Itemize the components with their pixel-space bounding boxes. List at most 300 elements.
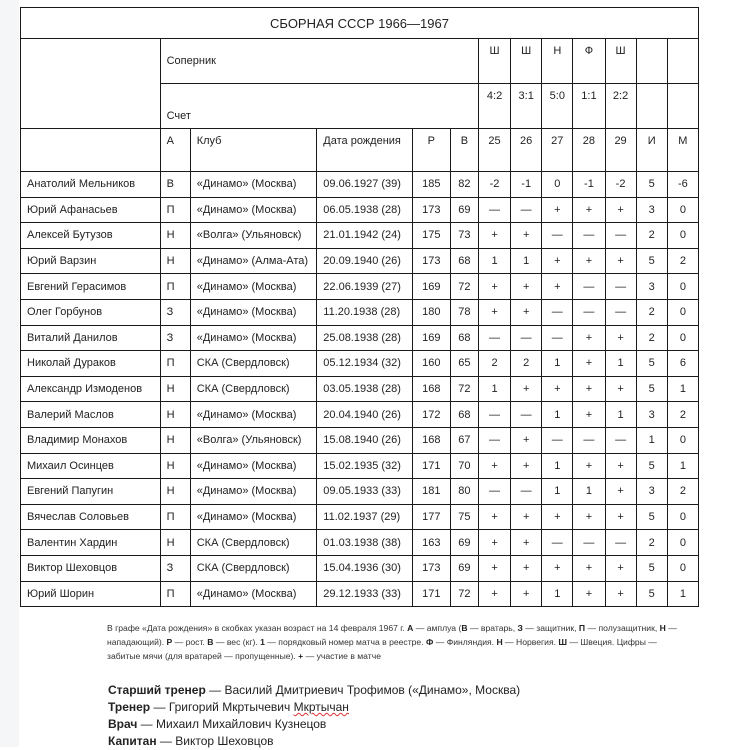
column-header-blank: [21, 129, 161, 172]
note-text: — амплуа (: [413, 623, 462, 633]
table-row: [21, 453, 699, 479]
player-name: Евгений Папугин: [21, 479, 161, 505]
player-goals: 1: [667, 453, 698, 479]
player-goals: 0: [667, 223, 698, 249]
player-birth: 20.04.1940 (26): [317, 402, 412, 428]
match-26: -1: [511, 172, 542, 198]
match-29: +: [605, 479, 636, 505]
player-name: Алексей Бутузов: [21, 223, 161, 249]
match-28: —: [573, 223, 605, 249]
player-goals: 2: [667, 248, 698, 274]
match-25: —: [478, 325, 510, 351]
player-role: Н: [160, 223, 190, 249]
match-27: 1: [542, 402, 573, 428]
note-text: — полузащитник,: [585, 623, 660, 633]
player-weight: 68: [450, 248, 478, 274]
column-header-match-29: 29: [605, 129, 636, 172]
player-height: 168: [412, 427, 450, 453]
player-games: 2: [636, 530, 667, 556]
match-27: +: [542, 555, 573, 581]
player-role: З: [160, 555, 190, 581]
player-weight: 75: [450, 504, 478, 530]
player-birth: 06.05.1938 (28): [317, 197, 412, 223]
column-header-games: И: [636, 129, 667, 172]
player-birth: 05.12.1934 (32): [317, 351, 412, 377]
match-27: —: [542, 299, 573, 325]
player-height: 181: [412, 479, 450, 505]
player-birth: 09.05.1933 (33): [317, 479, 412, 505]
left-margin-strip: [0, 0, 19, 747]
player-games: 3: [636, 197, 667, 223]
player-weight: 69: [450, 530, 478, 556]
match-25: —: [478, 479, 510, 505]
staff-separator: —: [150, 700, 169, 714]
player-weight: 68: [450, 325, 478, 351]
player-role: П: [160, 581, 190, 607]
player-club: СКА (Свердловск): [190, 530, 317, 556]
score-label: Счет: [160, 84, 478, 129]
player-weight: 78: [450, 299, 478, 325]
player-role: Н: [160, 479, 190, 505]
note-key: В: [461, 623, 468, 633]
player-goals: 0: [667, 427, 698, 453]
table-footnote: [107, 621, 687, 663]
table-title: СБОРНАЯ СССР 1966—1967: [21, 8, 699, 39]
match-26: +: [511, 530, 542, 556]
match-26: +: [511, 223, 542, 249]
match-29: +: [605, 376, 636, 402]
match-28: +: [573, 504, 605, 530]
player-height: 177: [412, 504, 450, 530]
note-text: — участие в матче: [303, 651, 381, 661]
match-26: +: [511, 274, 542, 300]
match-25: +: [478, 453, 510, 479]
match-26: +: [511, 376, 542, 402]
staff-separator: —: [156, 734, 176, 748]
note-text: — Швеция. Цифры — забитые мячи (для вратарей — пропущенные).: [107, 637, 657, 661]
match-26: +: [511, 555, 542, 581]
match-29: —: [605, 530, 636, 556]
staff-separator: —: [137, 717, 157, 731]
match-26: —: [511, 197, 542, 223]
player-club: «Динамо» (Москва): [190, 299, 317, 325]
match-28: —: [573, 274, 605, 300]
match-27: —: [542, 530, 573, 556]
match-27: 1: [542, 453, 573, 479]
player-height: 180: [412, 299, 450, 325]
player-birth: 22.06.1939 (27): [317, 274, 412, 300]
player-games: 3: [636, 274, 667, 300]
match-27: 1: [542, 581, 573, 607]
column-header-match-25: 25: [478, 129, 510, 172]
note-text: — защитник,: [522, 623, 579, 633]
match-25: 2: [478, 351, 510, 377]
match-29: +: [605, 248, 636, 274]
player-goals: 2: [667, 402, 698, 428]
column-header-club: Клуб: [190, 129, 317, 172]
staff-name: Григорий Мкртычевич: [168, 700, 294, 714]
note-key: 1: [260, 637, 265, 647]
table-row: [21, 172, 699, 198]
note-text: В графе «Дата рождения» в скобках указан возраст на 14 февраля 1967 г.: [107, 623, 408, 633]
player-weight: 70: [450, 453, 478, 479]
player-name: Михаил Осинцев: [21, 453, 161, 479]
player-weight: 72: [450, 581, 478, 607]
table-row: [21, 325, 699, 351]
player-weight: 73: [450, 223, 478, 249]
player-games: 2: [636, 223, 667, 249]
player-club: «Динамо» (Москва): [190, 504, 317, 530]
player-role: Н: [160, 530, 190, 556]
player-games: 3: [636, 402, 667, 428]
match-26: +: [511, 427, 542, 453]
match-25: —: [478, 197, 510, 223]
match-26: 2: [511, 351, 542, 377]
staff-name-spellcheck: Мкртычан: [293, 700, 349, 714]
match-29: —: [605, 223, 636, 249]
note-key: З: [517, 623, 523, 633]
player-role: Н: [160, 402, 190, 428]
match-28: +: [573, 453, 605, 479]
match-25: -2: [478, 172, 510, 198]
opponent-25: Ш: [478, 39, 510, 84]
match-28: +: [573, 581, 605, 607]
player-role: Н: [160, 453, 190, 479]
match-27: 0: [542, 172, 573, 198]
player-height: 171: [412, 581, 450, 607]
match-26: —: [511, 479, 542, 505]
match-28: +: [573, 248, 605, 274]
opponent-27: Н: [542, 39, 573, 84]
player-club: «Динамо» (Москва): [190, 274, 317, 300]
player-name: Николай Дураков: [21, 351, 161, 377]
staff-doctor: [108, 716, 520, 733]
player-goals: 0: [667, 504, 698, 530]
player-birth: 15.02.1935 (32): [317, 453, 412, 479]
table-row: [21, 223, 699, 249]
table-row: [21, 351, 699, 377]
match-27: +: [542, 197, 573, 223]
player-name: Олег Горбунов: [21, 299, 161, 325]
player-birth: 11.02.1937 (29): [317, 504, 412, 530]
player-weight: 65: [450, 351, 478, 377]
note-text: — рост.: [172, 637, 208, 647]
column-header-height: Р: [412, 129, 450, 172]
match-29: +: [605, 197, 636, 223]
table-row: [21, 479, 699, 505]
match-27: —: [542, 223, 573, 249]
player-name: Вячеслав Соловьев: [21, 504, 161, 530]
match-25: +: [478, 223, 510, 249]
score-blank-goals: [667, 84, 698, 129]
match-29: -2: [605, 172, 636, 198]
match-28: -1: [573, 172, 605, 198]
player-club: «Динамо» (Москва): [190, 197, 317, 223]
player-goals: 2: [667, 479, 698, 505]
player-role: В: [160, 172, 190, 198]
player-height: 175: [412, 223, 450, 249]
player-club: «Динамо» (Алма-Ата): [190, 248, 317, 274]
match-28: —: [573, 530, 605, 556]
note-key: Н: [496, 637, 503, 647]
player-name: Виктор Шеховцов: [21, 555, 161, 581]
player-games: 5: [636, 555, 667, 581]
player-name: Александр Измоденов: [21, 376, 161, 402]
player-club: СКА (Свердловск): [190, 351, 317, 377]
match-25: —: [478, 402, 510, 428]
match-26: +: [511, 453, 542, 479]
match-25: +: [478, 274, 510, 300]
staff-list: [108, 682, 520, 750]
player-birth: 20.09.1940 (26): [317, 248, 412, 274]
match-29: 1: [605, 351, 636, 377]
player-height: 169: [412, 325, 450, 351]
column-header-match-27: 27: [542, 129, 573, 172]
staff-head-coach: [108, 682, 520, 699]
staff-separator: —: [205, 683, 225, 697]
match-26: +: [511, 504, 542, 530]
note-text: — нападающий).: [107, 623, 677, 647]
player-height: 172: [412, 402, 450, 428]
match-29: —: [605, 299, 636, 325]
player-role: Н: [160, 376, 190, 402]
score-blank-games: [636, 84, 667, 129]
note-key: Ш: [558, 637, 568, 647]
document-page: [19, 0, 730, 747]
player-games: 5: [636, 504, 667, 530]
match-29: +: [605, 325, 636, 351]
staff-coach: [108, 699, 520, 716]
note-key: Р: [166, 637, 173, 647]
player-height: 173: [412, 197, 450, 223]
match-26: 1: [511, 248, 542, 274]
player-club: «Волга» (Ульяновск): [190, 223, 317, 249]
note-text: — вес (кг).: [213, 637, 261, 647]
staff-name: Михаил Михайлович Кузнецов: [156, 717, 327, 731]
player-games: 5: [636, 376, 667, 402]
table-row: [21, 581, 699, 607]
match-25: —: [478, 427, 510, 453]
table-row: [21, 248, 699, 274]
match-27: —: [542, 427, 573, 453]
player-club: «Динамо» (Москва): [190, 325, 317, 351]
opponent-28: Ф: [573, 39, 605, 84]
opponent-blank-games: [636, 39, 667, 84]
player-games: 5: [636, 172, 667, 198]
column-header-role: А: [160, 129, 190, 172]
note-key: Н: [659, 623, 666, 633]
table-row: [21, 555, 699, 581]
note-key: +: [298, 651, 304, 661]
player-role: З: [160, 299, 190, 325]
player-goals: 0: [667, 197, 698, 223]
score-26: 3:1: [511, 84, 542, 129]
match-29: —: [605, 427, 636, 453]
match-28: +: [573, 402, 605, 428]
note-key: А: [407, 623, 414, 633]
player-birth: 21.01.1942 (24): [317, 223, 412, 249]
player-club: «Динамо» (Москва): [190, 581, 317, 607]
staff-role: Капитан: [108, 734, 157, 748]
player-goals: 0: [667, 530, 698, 556]
note-text: — вратарь,: [467, 623, 518, 633]
player-name: Юрий Афанасьев: [21, 197, 161, 223]
player-club: «Динамо» (Москва): [190, 479, 317, 505]
note-key: Ф: [425, 637, 434, 647]
match-29: —: [605, 274, 636, 300]
score-25: 4:2: [478, 84, 510, 129]
player-name: Валерий Маслов: [21, 402, 161, 428]
roster-table: [20, 7, 699, 607]
note-text: — Норвегия.: [502, 637, 559, 647]
player-club: СКА (Свердловск): [190, 555, 317, 581]
table-row: [21, 274, 699, 300]
player-goals: 0: [667, 555, 698, 581]
player-height: 173: [412, 248, 450, 274]
player-birth: 03.05.1938 (28): [317, 376, 412, 402]
match-25: +: [478, 504, 510, 530]
player-weight: 72: [450, 274, 478, 300]
match-29: +: [605, 581, 636, 607]
player-weight: 82: [450, 172, 478, 198]
match-28: +: [573, 325, 605, 351]
player-goals: 1: [667, 581, 698, 607]
player-name: Евгений Герасимов: [21, 274, 161, 300]
player-role: Н: [160, 248, 190, 274]
player-birth: 11.20.1938 (28): [317, 299, 412, 325]
match-29: +: [605, 504, 636, 530]
player-weight: 72: [450, 376, 478, 402]
match-29: +: [605, 453, 636, 479]
player-name: Виталий Данилов: [21, 325, 161, 351]
match-28: —: [573, 427, 605, 453]
note-key: В: [207, 637, 214, 647]
table-row: [21, 402, 699, 428]
player-birth: 01.03.1938 (38): [317, 530, 412, 556]
opponent-label: Соперник: [160, 39, 478, 84]
opponent-26: Ш: [511, 39, 542, 84]
player-club: «Динамо» (Москва): [190, 172, 317, 198]
note-text: — Финляндия.: [433, 637, 497, 647]
match-28: +: [573, 555, 605, 581]
column-header-match-28: 28: [573, 129, 605, 172]
player-name: Юрий Шорин: [21, 581, 161, 607]
match-25: +: [478, 530, 510, 556]
player-goals: 6: [667, 351, 698, 377]
table-row: [21, 299, 699, 325]
match-27: +: [542, 248, 573, 274]
player-games: 5: [636, 248, 667, 274]
player-goals: 0: [667, 274, 698, 300]
match-27: 1: [542, 479, 573, 505]
column-header-birth: Дата рождения: [317, 129, 412, 172]
player-height: 185: [412, 172, 450, 198]
column-header-match-26: 26: [511, 129, 542, 172]
player-club: «Динамо» (Москва): [190, 453, 317, 479]
match-28: +: [573, 351, 605, 377]
players-body: [21, 172, 699, 607]
player-goals: 1: [667, 376, 698, 402]
player-weight: 69: [450, 197, 478, 223]
player-games: 2: [636, 299, 667, 325]
player-club: «Волга» (Ульяновск): [190, 427, 317, 453]
opponent-29: Ш: [605, 39, 636, 84]
player-goals: -6: [667, 172, 698, 198]
player-height: 163: [412, 530, 450, 556]
match-27: —: [542, 325, 573, 351]
player-birth: 25.08.1938 (28): [317, 325, 412, 351]
table-row: [21, 504, 699, 530]
match-25: 1: [478, 376, 510, 402]
player-birth: 15.08.1940 (26): [317, 427, 412, 453]
player-name: Владимир Монахов: [21, 427, 161, 453]
player-height: 160: [412, 351, 450, 377]
opponent-blank-goals: [667, 39, 698, 84]
note-text: — порядковый номер матча в реестре.: [264, 637, 426, 647]
player-games: 1: [636, 427, 667, 453]
player-club: СКА (Свердловск): [190, 376, 317, 402]
player-role: П: [160, 197, 190, 223]
score-28: 1:1: [573, 84, 605, 129]
player-height: 169: [412, 274, 450, 300]
player-goals: 0: [667, 325, 698, 351]
table-row: [21, 376, 699, 402]
score-27: 5:0: [542, 84, 573, 129]
player-name: Юрий Варзин: [21, 248, 161, 274]
player-games: 2: [636, 325, 667, 351]
match-28: —: [573, 299, 605, 325]
player-role: П: [160, 351, 190, 377]
player-role: Н: [160, 427, 190, 453]
match-26: —: [511, 325, 542, 351]
match-26: +: [511, 581, 542, 607]
player-games: 3: [636, 479, 667, 505]
player-games: 5: [636, 351, 667, 377]
player-games: 5: [636, 581, 667, 607]
player-weight: 80: [450, 479, 478, 505]
staff-role: Врач: [108, 717, 138, 731]
player-role: П: [160, 504, 190, 530]
player-games: 5: [636, 453, 667, 479]
player-goals: 0: [667, 299, 698, 325]
column-header-goals: М: [667, 129, 698, 172]
player-height: 168: [412, 376, 450, 402]
player-role: З: [160, 325, 190, 351]
match-27: 1: [542, 351, 573, 377]
header-blank-cell: [21, 39, 161, 129]
player-weight: 69: [450, 555, 478, 581]
player-name: Валентин Хардин: [21, 530, 161, 556]
table-row: [21, 530, 699, 556]
staff-captain: [108, 733, 520, 750]
player-birth: 29.12.1933 (33): [317, 581, 412, 607]
match-26: —: [511, 402, 542, 428]
player-club: «Динамо» (Москва): [190, 402, 317, 428]
match-25: 1: [478, 248, 510, 274]
match-27: +: [542, 376, 573, 402]
match-25: +: [478, 299, 510, 325]
staff-name: Виктор Шеховцов: [175, 734, 274, 748]
table-row: [21, 427, 699, 453]
match-26: +: [511, 299, 542, 325]
player-height: 171: [412, 453, 450, 479]
staff-name: Василий Дмитриевич Трофимов («Динамо», Москва): [224, 683, 521, 697]
note-key: П: [578, 623, 586, 633]
table-row: [21, 197, 699, 223]
player-birth: 09.06.1927 (39): [317, 172, 412, 198]
match-29: +: [605, 555, 636, 581]
staff-role: Тренер: [108, 700, 151, 714]
